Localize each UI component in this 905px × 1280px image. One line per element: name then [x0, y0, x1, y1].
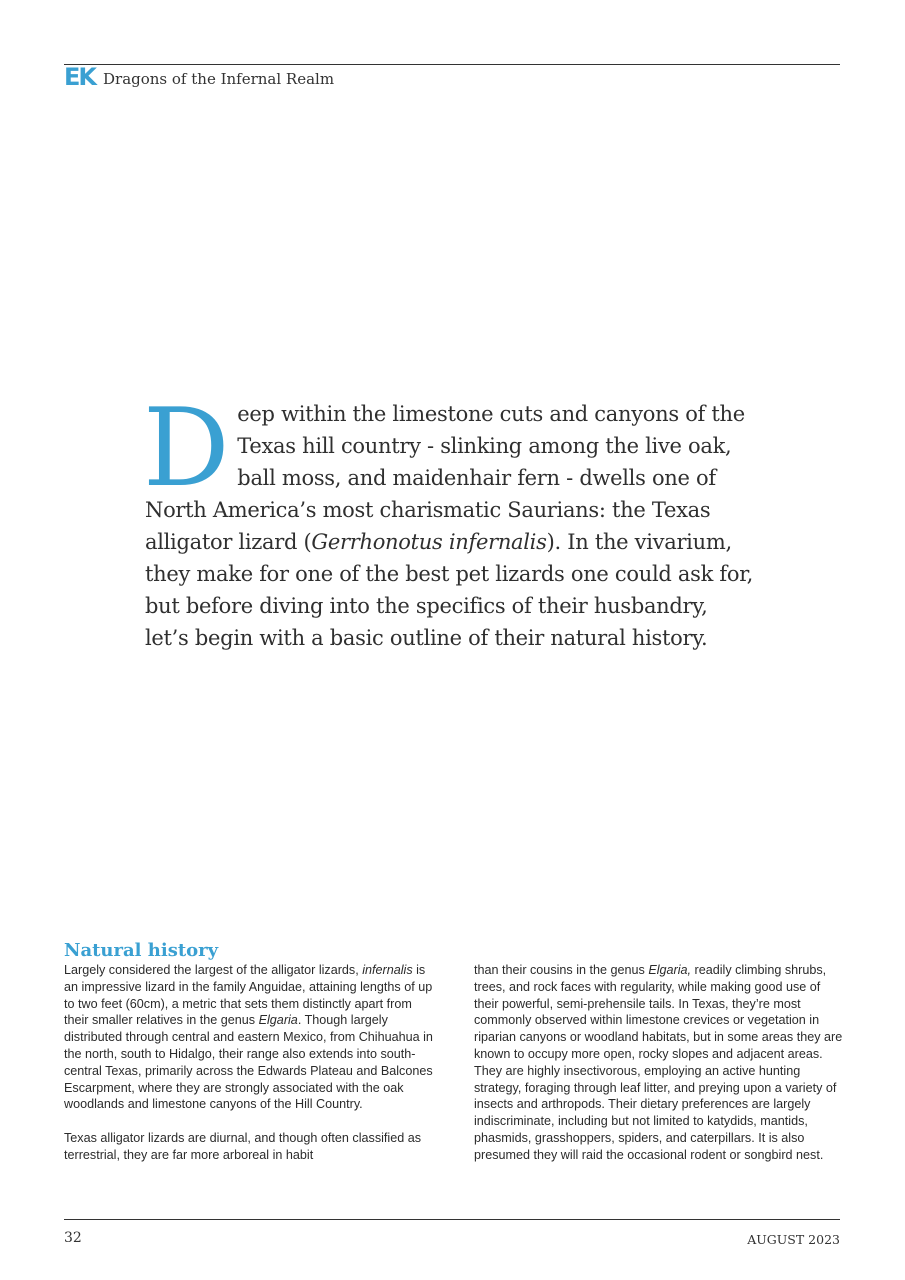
- text-run: readily climbing shrubs, trees, and rock faces with regularity, while making good use of their powerful, semi-prehensile tails. In Texas, they’re most commonly observed within limestone crevices or vegetation in riparian canyons or woodland habitats, but in some areas they are known to occupy more open, rocky slopes and adjacent areas. They are highly insectivorous, employing an active hunting strategy, foraging through leaf litter, and preying upon a variety of insects and arthropods. Their dietary preferences are largely indiscriminate, including but not limited to katydids, mantids, phasmids, grasshoppers, spiders, and caterpillars. It is also presumed they will raid the occasional rodent or songbird nest.: [474, 963, 843, 1162]
- species-name: Gerrhonotus infernalis: [311, 530, 547, 554]
- issue-date: AUGUST 2023: [747, 1232, 840, 1247]
- right-column: [474, 962, 846, 1164]
- left-paragraph-2: Texas alligator lizards are diurnal, and though often classified as terrestrial, they are far more arboreal in habit: [64, 1130, 422, 1162]
- right-paragraph-1: [474, 962, 846, 1164]
- text-run: than their cousins in the genus: [474, 963, 649, 977]
- intro-paragraph: [143, 386, 757, 654]
- intro-text-1: eep within the limestone cuts and canyons of the Texas hill country - slinking among the live oak, ball moss, and maidenhair fern - dwells one of North America’s most charismatic Saurians: the Texas alligator lizard (: [145, 402, 745, 554]
- text-run: is an impressive lizard in the family Anguidae, attaining lengths of up to two feet (60cm), a metric that sets them distinctly apart from their smaller relatives in the genus: [64, 963, 433, 1028]
- italic-term: Elgaria,: [648, 963, 692, 977]
- drop-cap: D: [143, 386, 230, 511]
- footer-rule: [64, 1219, 840, 1220]
- italic-term: infernalis: [362, 963, 413, 977]
- text-run: Largely considered the largest of the alligator lizards,: [64, 963, 363, 977]
- page-header: [64, 64, 334, 90]
- text-run: . Though largely distributed through central and eastern Mexico, from Chihuahua in the north, south to Hidalgo, their range also extends into south-central Texas, primarily across the Edwards Plateau and Balcones Escarpment, where they are strongly associated with the oak woodlands and limestone canyons of the Hill Country.: [64, 1013, 433, 1112]
- page-number: 32: [64, 1230, 82, 1246]
- italic-term: Elgaria: [258, 1013, 298, 1028]
- section-heading: Natural history: [64, 940, 219, 961]
- left-paragraph-1: [64, 962, 438, 1113]
- intro-text-2: ). In the vivarium, they make for one of the best pet lizards one could ask for, but before diving into the specifics of their husbandry, let’s begin with a basic outline of their natural history.: [145, 530, 754, 650]
- running-title: Dragons of the Infernal Realm: [103, 69, 335, 88]
- magazine-logo: EK: [64, 63, 95, 91]
- left-column: [64, 962, 438, 1164]
